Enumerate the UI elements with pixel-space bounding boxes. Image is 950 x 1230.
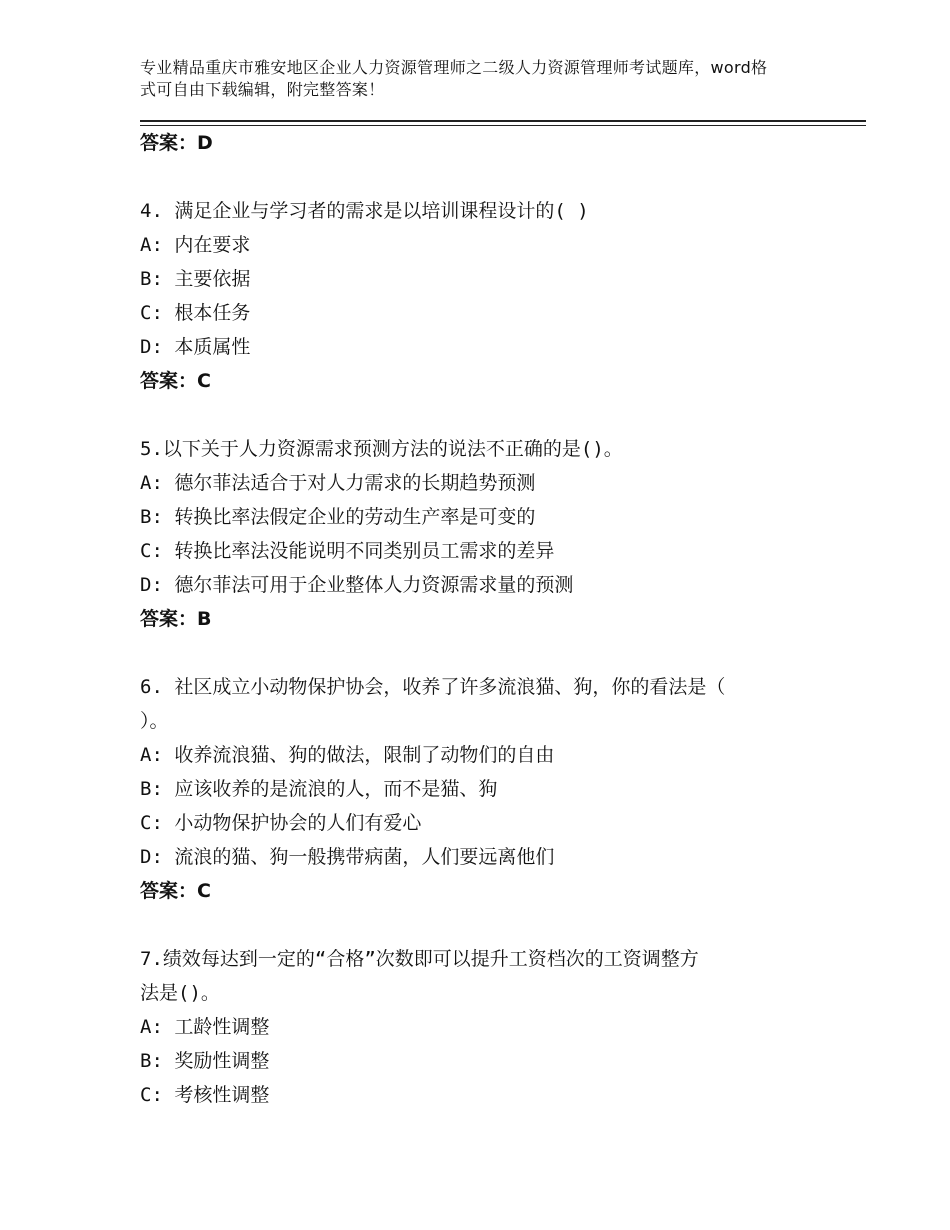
- answer-previous: 答案：D: [140, 132, 213, 154]
- question-stem: 5.以下关于人力资源需求预测方法的说法不正确的是()。: [140, 438, 623, 460]
- question-5: [140, 432, 820, 636]
- spacer: [140, 908, 820, 942]
- header-divider-thick: [140, 120, 866, 122]
- question-stem-continued: ）。: [140, 710, 169, 732]
- option-c: C: 转换比率法没能说明不同类别员工需求的差异: [140, 540, 555, 562]
- answer: 答案：B: [140, 608, 212, 630]
- option-c: C: 根本任务: [140, 302, 251, 324]
- option-a: A: 收养流浪猫、狗的做法，限制了动物们的自由: [140, 744, 555, 766]
- question-content: [140, 126, 820, 1112]
- question-7: [140, 942, 820, 1112]
- option-c: C: 小动物保护协会的人们有爱心: [140, 812, 422, 834]
- option-a: A: 德尔菲法适合于对人力需求的长期趋势预测: [140, 472, 536, 494]
- option-d: D: 德尔菲法可用于企业整体人力资源需求量的预测: [140, 574, 574, 596]
- spacer: [140, 160, 820, 194]
- option-b: B: 主要依据: [140, 268, 251, 290]
- option-b: B: 应该收养的是流浪的人，而不是猫、狗: [140, 778, 498, 800]
- document-header-title: 专业精品重庆市雅安地区企业人力资源管理师之二级人力资源管理师考试题库，word格式可自由下载编辑，附完整答案！: [140, 58, 768, 99]
- option-b: B: 奖励性调整: [140, 1050, 270, 1072]
- question-stem: 7.绩效每达到一定的“合格”次数即可以提升工资档次的工资调整方: [140, 948, 699, 970]
- option-a: A: 内在要求: [140, 234, 251, 256]
- spacer: [140, 398, 820, 432]
- option-d: D: 流浪的猫、狗一般携带病菌，人们要远离他们: [140, 846, 555, 868]
- option-d: D: 本质属性: [140, 336, 251, 358]
- question-stem: 6. 社区成立小动物保护协会，收养了许多流浪猫、狗，你的看法是（: [140, 676, 726, 698]
- option-a: A: 工龄性调整: [140, 1016, 270, 1038]
- option-c: C: 考核性调整: [140, 1084, 270, 1106]
- answer: 答案：C: [140, 880, 211, 902]
- option-b: B: 转换比率法假定企业的劳动生产率是可变的: [140, 506, 536, 528]
- question-6: [140, 670, 820, 908]
- question-stem: 4. 满足企业与学习者的需求是以培训课程设计的( ): [140, 200, 589, 222]
- answer: 答案：C: [140, 370, 211, 392]
- question-4: [140, 194, 820, 398]
- question-stem-continued: 法是()。: [140, 982, 220, 1004]
- spacer: [140, 636, 820, 670]
